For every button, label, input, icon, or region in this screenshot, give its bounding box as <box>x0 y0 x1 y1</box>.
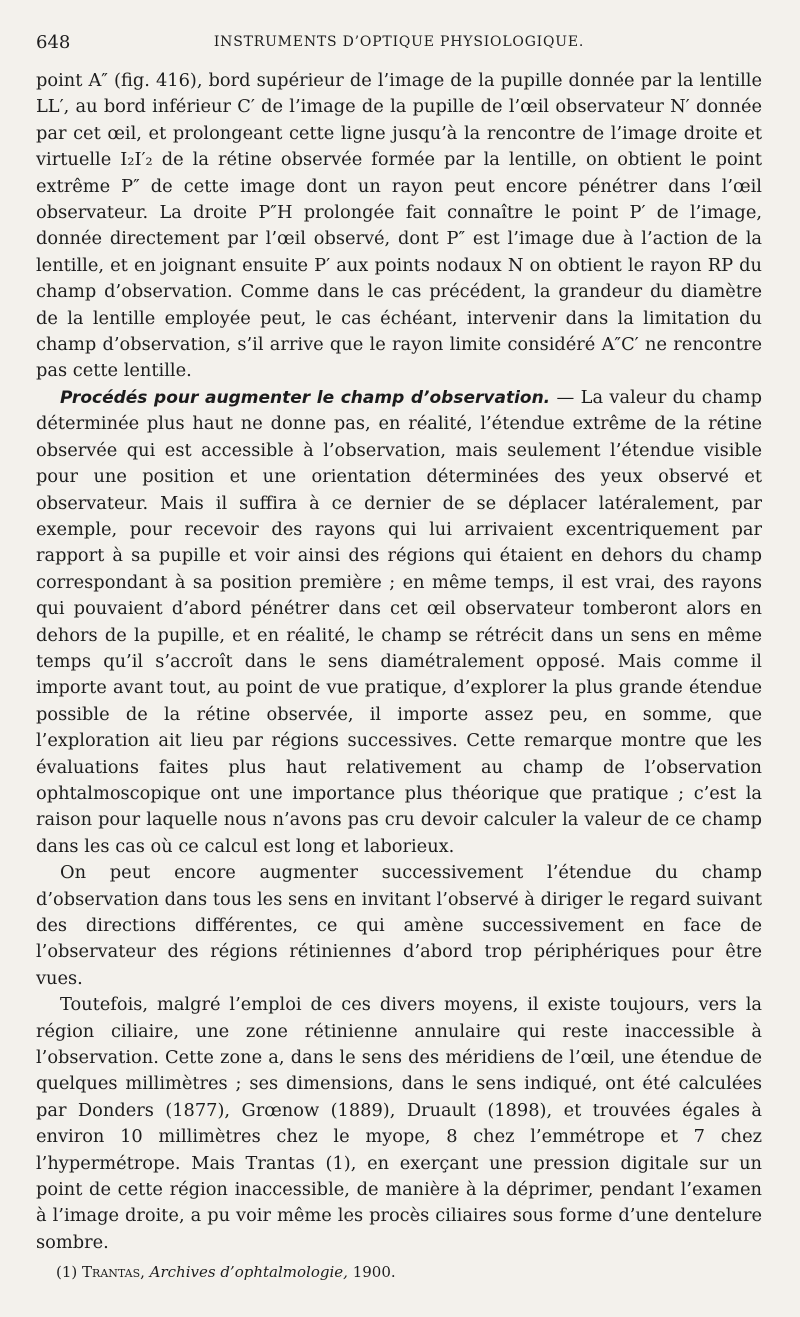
section-heading: Procédés pour augmenter le champ d’observation. <box>60 387 551 408</box>
running-title: INSTRUMENTS D’OPTIQUE PHYSIOLOGIQUE. <box>213 34 585 50</box>
paragraph-2 <box>36 385 762 860</box>
running-head <box>36 32 762 56</box>
paragraph-2-body: La valeur du champ déterminée plus haut ne donne pas, en réalité, l’étendue extrême de la rétine observée qui est accessible à l’observation, mais seulement l’étendue visible pour une position et une orientation déterminées des yeux observé et observateur. Mais il suffira à ce dernier de se déplacer latéralement, par exemple, pour recevoir des rayons qui lui arrivaient excentriquement par rapport à sa pupille et voir ainsi des régions qui étaient en dehors du champ correspondant à sa position première ; en même temps, il est vrai, des rayons qui pouvaient d’abord pénétrer dans cet œil observateur tomberont alors en dehors de la pupille, et en réalité, le champ se rétrécit dans un sens en même temps qu’il s’accroît dans le sens diamétralement opposé. Mais comme il importe avant tout, au point de vue pratique, d’explorer la plus grande étendue possible de la rétine observée, il importe assez peu, en somme, que l’exploration ait lieu par régions successives. Cette remarque montre que les évaluations faites plus haut relativement au champ de l’observation ophtalmoscopique ont une importance plus théorique que pratique ; c’est la raison pour laquelle nous n’avons pas cru devoir calculer la valeur de ce champ dans les cas où ce calcul est long et laborieux. <box>36 386 763 857</box>
footnote-journal: Archives d’ophtalmologie, <box>149 1263 348 1281</box>
footnote-author: Trantas, <box>82 1263 145 1281</box>
paragraph-1: point A″ (fig. 416), bord supérieur de l’image de la pupille donnée par la lentille LL′, au bord inférieur C′ de l’image de la pupille de l’œil observateur N′ donnée par cet œil, et prolongeant cette ligne jusqu’à la rencontre de l’image droite et virtuelle I₂I′₂ de la rétine observée formée par la lentille, on obtient le point extrême P″ de cette image dont un rayon peut encore pénétrer dans l’œil observateur. La droite P″H prolongée fait connaître le point P′ de l’image, donnée directement par l’œil observé, dont P″ est l’image due à l’action de la lentille, et en joignant ensuite P′ aux points nodaux N on obtient le rayon RP du champ d’observation. Comme dans le cas précédent, la grandeur du diamètre de la lentille employée peut, le cas échéant, intervenir dans la limitation du champ d’observation, s’il arrive que le rayon limite considéré A″C′ ne rencontre pas cette lentille. <box>36 70 762 382</box>
footnote-year: 1900. <box>352 1263 396 1281</box>
body-text <box>36 68 762 1256</box>
footnote <box>56 1262 762 1282</box>
heading-dash: — <box>550 386 581 408</box>
paragraph-3: On peut encore augmenter successivement l’étendue du champ d’observation dans tous les sens en invitant l’observé à diriger le regard suivant des directions différentes, ce qui amène successivement en face de l’observateur des régions rétiniennes d’abord trop périphériques pour être vues. <box>36 862 762 989</box>
page-number: 648 <box>36 32 71 53</box>
paragraph-4: Toutefois, malgré l’emploi de ces divers moyens, il existe toujours, vers la région ciliaire, une zone rétinienne annulaire qui reste inaccessible à l’observation. Cette zone a, dans le sens des méridiens de l’œil, une étendue de quelques millimètres ; ses dimensions, dans le sens indiqué, ont été calculées par Donders (1877), Grœnow (1889), Druault (1898), et trouvées égales à environ 10 millimètres chez le myope, 8 chez l’emmétrope et 7 chez l’hypermétrope. Mais Trantas (1), en exerçant une pression digitale sur un point de cette région inaccessible, de manière à la déprimer, pendant l’examen à l’image droite, a pu voir même les procès ciliaires sous forme d’une dentelure sombre. <box>36 994 762 1253</box>
footnote-marker: (1) <box>56 1263 78 1281</box>
